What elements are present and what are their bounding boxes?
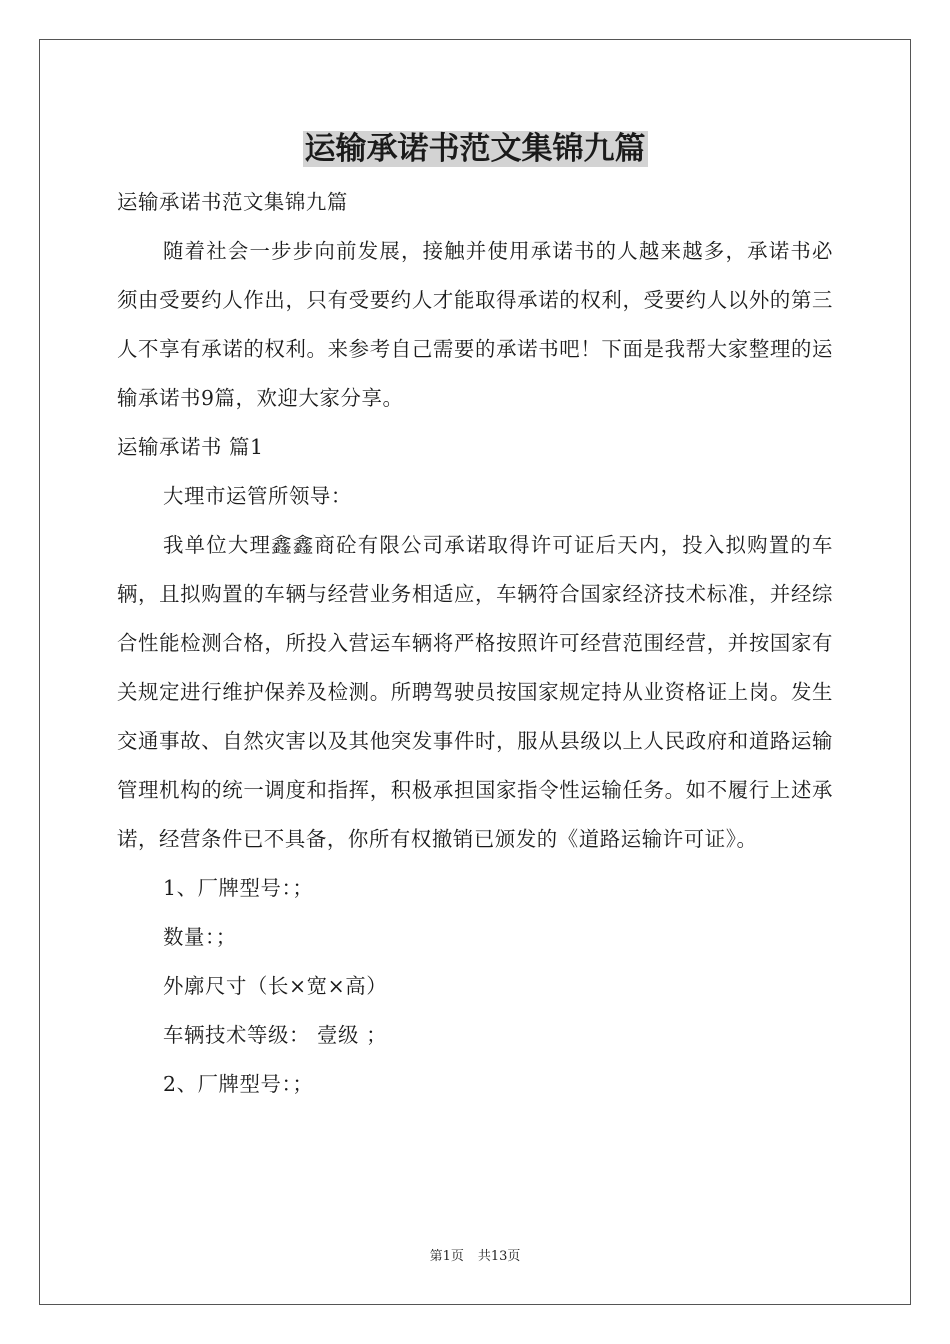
body-paragraph: 我单位大理鑫鑫商砼有限公司承诺取得许可证后天内，投入拟购置的车辆，且拟购置的车辆与经营业务相适应，车辆符合国家经济技术标准，并经综合性能检测合格，所投入营运车辆将严格按照许可经营范围经营，并按国家有关规定进行维护保养及检测。所聘驾驶员按国家规定持从业资格证上岗。发生交通事故、自然灾害以及其他突发事件时，服从县级以上人民政府和道路运输管理机构的统一调度和指挥，积极承担国家指令性运输任务。如不履行上述承诺，经营条件已不具备，你所有权撤销已颁发的《道路运输许可证》。 xyxy=(117,533,833,851)
body-paragraph: 1、厂牌型号：； xyxy=(163,876,314,900)
page-total: 共13页 xyxy=(477,1249,521,1264)
body-paragraph: 运输承诺书 篇1 xyxy=(117,435,264,459)
body-paragraph: 2、厂牌型号：； xyxy=(163,1072,314,1096)
body-paragraph: 运输承诺书范文集锦九篇 xyxy=(117,190,348,214)
page-number: 第1页 xyxy=(429,1249,464,1264)
body-paragraph: 车辆技术等级： 壹级 ； xyxy=(163,1023,388,1047)
document-title xyxy=(0,126,950,172)
body-paragraph: 数量：； xyxy=(163,925,237,949)
document-title-text: 运输承诺书范文集锦九篇 xyxy=(304,131,646,167)
page-footer xyxy=(0,1248,950,1266)
body-paragraph: 大理市运管所领导： xyxy=(163,484,352,508)
body-paragraph: 外廓尺寸（长×宽×高） xyxy=(163,974,388,998)
document-body xyxy=(117,178,833,1109)
body-paragraph: 随着社会一步步向前发展，接触并使用承诺书的人越来越多，承诺书必须由受要约人作出，只有受要约人才能取得承诺的权利，受要约人以外的第三人不享有承诺的权利。来参考自己需要的承诺书吧！下面是我帮大家整理的运输承诺书9篇，欢迎大家分享。 xyxy=(117,239,833,410)
